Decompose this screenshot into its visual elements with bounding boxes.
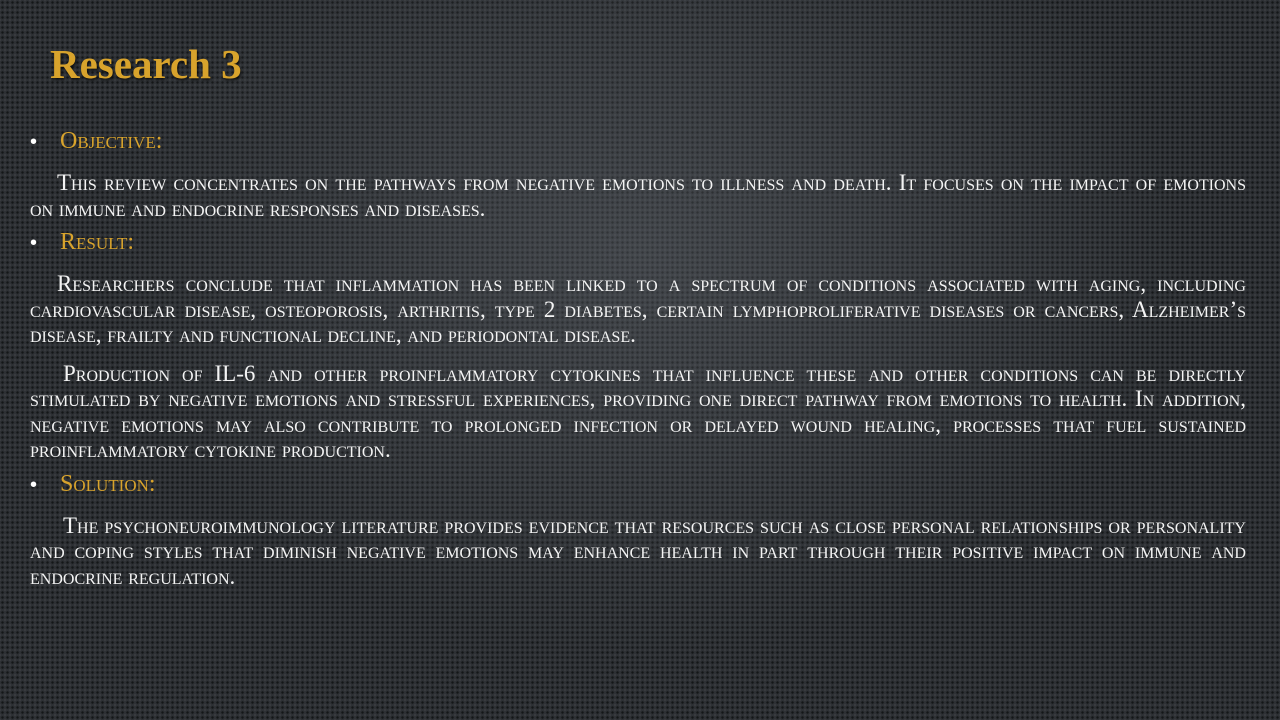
bullet-icon: •	[30, 232, 38, 254]
bullet-icon: •	[30, 131, 38, 153]
bullet-icon: •	[30, 473, 38, 496]
result-paragraph-1: Researchers conclude that inflammation has been linked to a spectrum of conditions associated with aging, including cardiovascular disease, osteoporosis, arthritis, type 2 diabetes, certain lymphoproliferative diseases or cancers, Alzheimer’s disease, frailty and functional decline, and periodontal disease.	[30, 271, 1246, 347]
slide-body	[30, 126, 1246, 589]
bullet-solution	[30, 469, 1246, 499]
solution-paragraph: The psychoneuroimmunology literature provides evidence that resources such as close personal relationships or personality and coping styles that diminish negative emotions may enhance health in part through their positive impact on immune and endocrine regulation.	[30, 512, 1246, 589]
result-heading: Result:	[60, 229, 134, 255]
objective-paragraph: This review concentrates on the pathways from negative emotions to illness and death. It focuses on the impact of emotions on immune and endocrine responses and diseases.	[30, 170, 1246, 221]
result-paragraph-2: Production of IL-6 and other proinflammatory cytokines that influence these and other conditions can be directly stimulated by negative emotions and stressful experiences, providing one direct pathway from emotions to health. In addition, negative emotions may also contribute to prolonged infection or delayed wound healing, processes that fuel sustained proinflammatory cytokine production.	[30, 360, 1246, 462]
bullet-objective	[30, 126, 1246, 156]
bullet-result	[30, 227, 1246, 257]
objective-heading: Objective:	[60, 128, 163, 154]
slide-title: Research 3	[50, 41, 242, 87]
solution-heading: Solution:	[60, 470, 156, 497]
